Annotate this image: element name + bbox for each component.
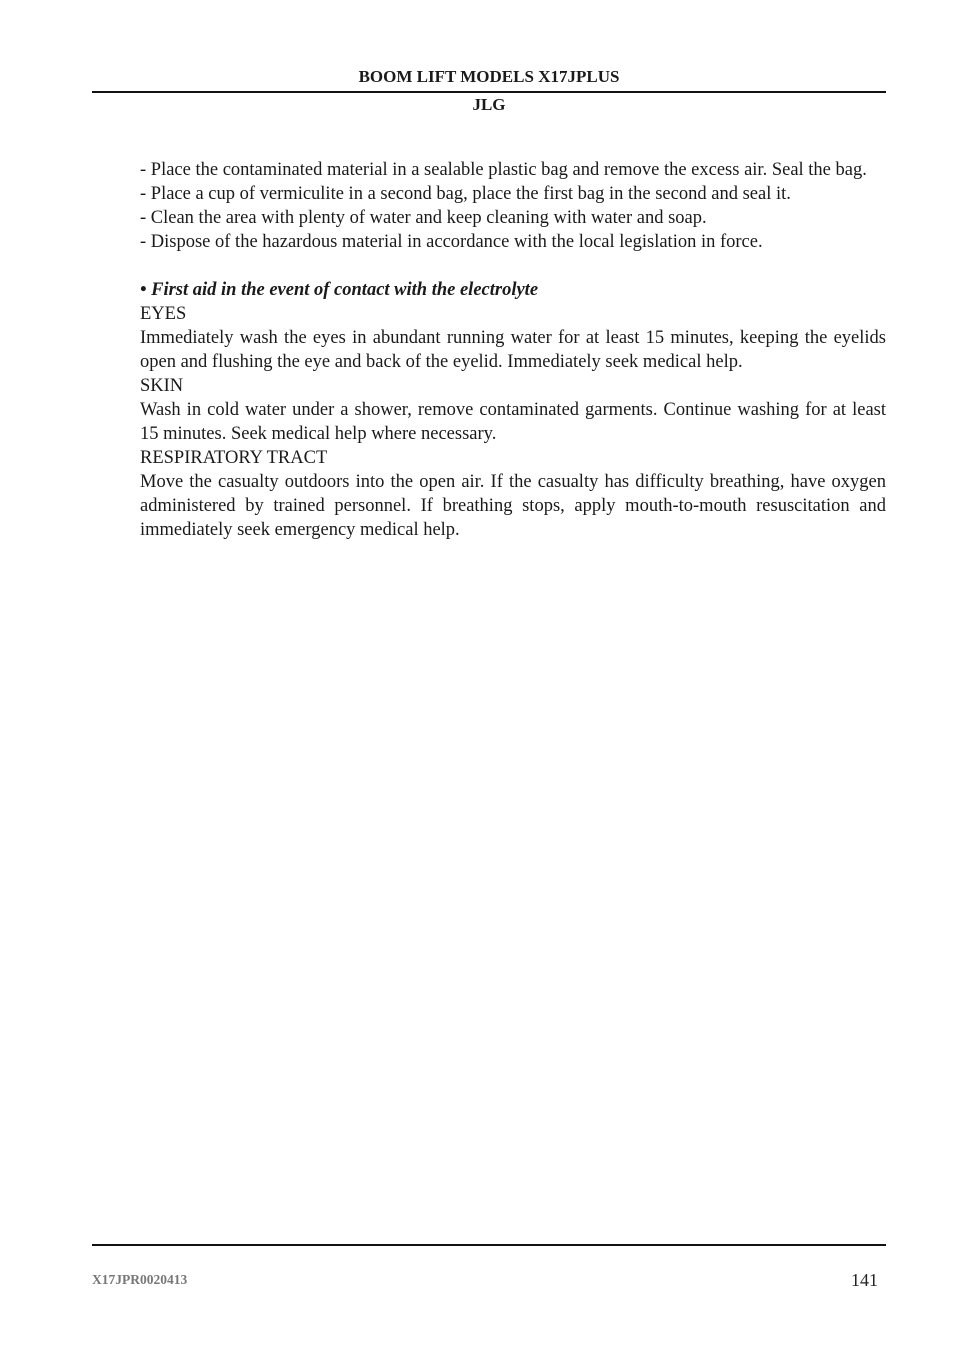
page-number: 141 <box>851 1270 878 1290</box>
procedure-step: - Dispose of the hazardous material in accordance with the local legislation in force. <box>140 232 763 252</box>
procedure-step: - Clean the area with plenty of water and keep cleaning with water and soap. <box>140 208 707 228</box>
footer-divider <box>92 1244 886 1246</box>
document-body <box>140 158 886 542</box>
section-label-skin: SKIN <box>140 376 184 396</box>
document-code: X17JPR0020413 <box>92 1272 188 1287</box>
section-text-eyes: Immediately wash the eyes in abundant running water for at least 15 minutes, keeping the eyelids open and flushing the eye and back of the eyelid. Immediately seek medical help. <box>140 328 886 372</box>
section-text-respiratory: Move the casualty outdoors into the open air. If the casualty has difficulty breathing, have oxygen administered by trained personnel. If breathing stops, apply mouth-to-mouth resuscitation and immediately seek emergency medical help. <box>140 472 886 540</box>
procedure-step: - Place a cup of vermiculite in a second bag, place the first bag in the second and seal it. <box>140 184 791 204</box>
first-aid-heading: • First aid in the event of contact with the electrolyte <box>140 280 539 300</box>
section-label-respiratory: RESPIRATORY TRACT <box>140 448 328 468</box>
section-text-skin: Wash in cold water under a shower, remove contaminated garments. Continue washing for at least 15 minutes. Seek medical help where necessary. <box>140 400 886 444</box>
section-label-eyes: EYES <box>140 304 187 324</box>
page-header-title: BOOM LIFT MODELS X17JPLUS <box>358 67 620 86</box>
header-divider <box>92 91 886 93</box>
paragraph-gap <box>140 254 886 278</box>
procedure-step: - Place the contaminated material in a sealable plastic bag and remove the excess air. Seal the bag. <box>140 160 867 180</box>
page-header-brand: JLG <box>472 95 506 114</box>
